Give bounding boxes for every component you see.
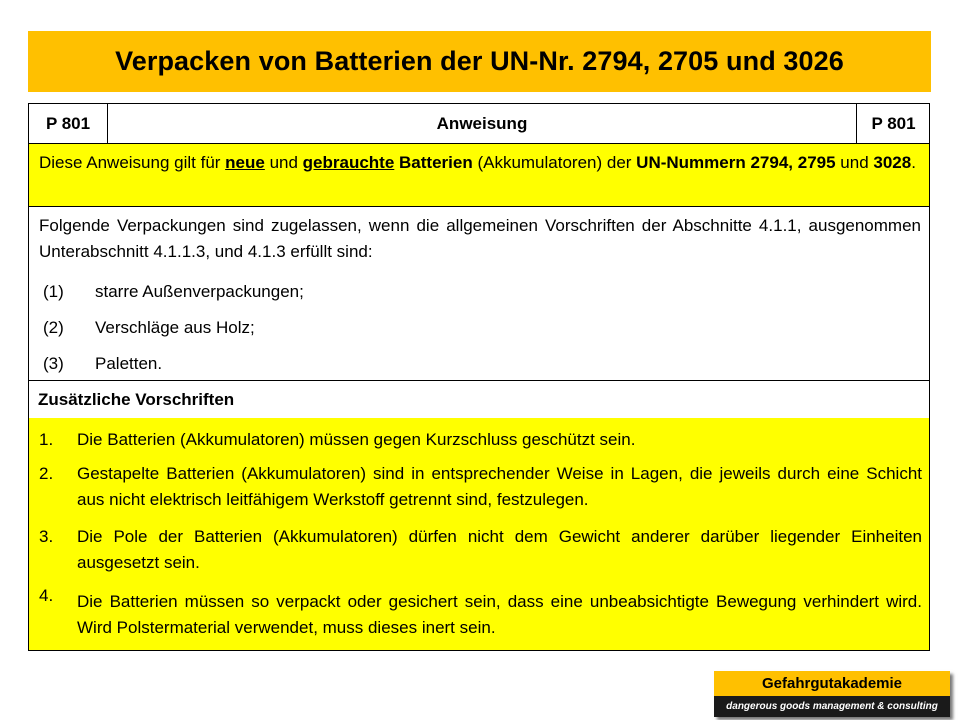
list-item-number: 1. xyxy=(39,430,54,449)
header-title: Anweisung xyxy=(436,113,528,133)
list-item-text: Die Batterien (Akkumulatoren) müssen gegen Kurzschluss geschützt sein. xyxy=(77,430,636,449)
scope-text: und xyxy=(835,153,874,172)
logo-tagline: dangerous goods management & consulting xyxy=(726,701,938,712)
scope-text: Diese Anweisung gilt für xyxy=(39,153,226,172)
packagings-row xyxy=(29,207,929,381)
list-item-text: Die Pole der Batterien (Akkumulatoren) dürfen nicht dem Gewicht anderer darüber liegender Einheiten ausgesetzt sein. xyxy=(77,527,922,572)
title-banner xyxy=(28,31,931,92)
list-item-text: Paletten. xyxy=(95,354,163,373)
list-item-text: starre Außenverpackungen; xyxy=(95,282,304,301)
instruction-table xyxy=(28,103,930,651)
scope-un-numbers: 2794, 2795 xyxy=(750,153,836,172)
scope-un-label: UN-Nummern xyxy=(636,153,746,172)
page-title: Verpacken von Batterien der UN-Nr. 2794, 2705 und 3026 xyxy=(115,46,844,76)
scope-used: gebrauchte xyxy=(302,153,395,172)
list-item-number: (3) xyxy=(43,354,64,373)
list-item-text: Gestapelte Batterien (Akkumulatoren) sind in entsprechender Weise in Lagen, die jeweils durch eine Schicht aus nicht elektrisch leitfähigem Werkstoff getrennt sind, festzulegen. xyxy=(77,464,922,509)
list-item xyxy=(43,318,255,338)
scope-row xyxy=(29,144,929,207)
header-code-right: P 801 xyxy=(856,104,930,143)
list-item-number: (1) xyxy=(43,282,64,301)
list-item-text: Die Batterien müssen so verpackt oder gesichert sein, dass eine unbeabsichtigte Bewegung verhindert wird. Wird Polstermaterial verwendet, muss dieses inert sein. xyxy=(77,592,922,637)
list-item-number: 4. xyxy=(39,586,54,605)
list-item-number: (2) xyxy=(43,318,64,337)
table-header-row xyxy=(29,104,929,144)
scope-text: und xyxy=(264,153,303,172)
scope-new: neue xyxy=(225,153,265,172)
list-item-number: 3. xyxy=(39,527,54,546)
gefahrgutakademie-logo xyxy=(714,671,950,717)
additional-heading: Zusätzliche Vorschriften xyxy=(29,381,929,418)
scope-text: . xyxy=(911,153,916,172)
header-code-left: P 801 xyxy=(29,104,108,143)
scope-un-number: 3028 xyxy=(873,153,912,172)
list-item xyxy=(43,282,304,302)
scope-text: (Akkumulatoren) der xyxy=(472,153,637,172)
scope-batteries: Batterien xyxy=(399,153,473,172)
list-item-text: Verschläge aus Holz; xyxy=(95,318,255,337)
additional-rules-row xyxy=(29,418,929,650)
packagings-intro: Folgende Verpackungen sind zugelassen, wenn die allgemeinen Vorschriften der Abschnitte 4.1.1, ausgenommen Unterabschnitt 4.1.1.3, und 4.1.3 erfüllt sind: xyxy=(39,216,921,261)
logo-name: Gefahrgutakademie xyxy=(714,671,950,696)
list-item-number: 2. xyxy=(39,464,54,483)
list-item xyxy=(43,354,162,374)
